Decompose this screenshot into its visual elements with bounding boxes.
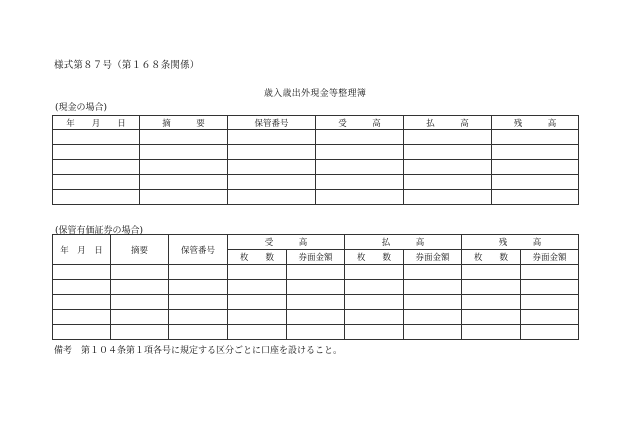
securities-ledger-table xyxy=(52,234,579,340)
table-cell xyxy=(111,325,169,340)
table-cell xyxy=(228,190,316,205)
table-cell xyxy=(521,310,579,325)
table-cell xyxy=(404,130,492,145)
cash-col-summary: 摘 要 xyxy=(140,116,228,130)
sec-col-summary: 摘要 xyxy=(111,235,169,265)
table-cell xyxy=(404,280,462,295)
table-row xyxy=(53,175,579,190)
table-cell xyxy=(53,295,111,310)
table-cell xyxy=(345,310,404,325)
table-cell xyxy=(345,295,404,310)
table-cell xyxy=(462,310,521,325)
table-cell xyxy=(462,295,521,310)
table-cell xyxy=(521,280,579,295)
cash-ledger-table xyxy=(52,115,579,205)
table-cell xyxy=(287,295,345,310)
table-cell xyxy=(404,190,492,205)
cash-col-balance: 残 高 xyxy=(492,116,579,130)
table-cell xyxy=(316,130,404,145)
table-cell xyxy=(140,130,228,145)
table-row xyxy=(53,160,579,175)
cash-col-payments: 払 高 xyxy=(404,116,492,130)
table-cell xyxy=(404,175,492,190)
table-cell xyxy=(111,310,169,325)
table-cell xyxy=(462,325,521,340)
table-cell xyxy=(140,160,228,175)
table-cell xyxy=(53,145,140,160)
sec-subcol-balance-count: 枚 数 xyxy=(462,250,521,265)
table-cell xyxy=(169,310,228,325)
table-cell xyxy=(492,190,579,205)
table-cell xyxy=(316,160,404,175)
table-cell xyxy=(404,160,492,175)
table-cell xyxy=(404,295,462,310)
table-cell xyxy=(169,265,228,280)
table-cell xyxy=(404,265,462,280)
sec-subcol-receipts-count: 枚 数 xyxy=(228,250,287,265)
cash-col-storage-no: 保管番号 xyxy=(228,116,316,130)
document-title: 歳入歳出外現金等整理簿 xyxy=(263,89,367,99)
sec-subcol-receipts-face-value: 券面金額 xyxy=(287,250,345,265)
securities-section-label: (保管有価証券の場合) xyxy=(55,226,144,236)
table-cell xyxy=(521,295,579,310)
table-cell xyxy=(287,325,345,340)
table-cell xyxy=(404,310,462,325)
table-cell xyxy=(111,280,169,295)
table-cell xyxy=(345,325,404,340)
table-cell xyxy=(492,160,579,175)
table-cell xyxy=(404,325,462,340)
table-cell xyxy=(228,265,287,280)
sec-subcol-payments-count: 枚 数 xyxy=(345,250,404,265)
cash-col-receipts: 受 高 xyxy=(316,116,404,130)
table-cell xyxy=(140,190,228,205)
table-cell xyxy=(228,310,287,325)
table-row xyxy=(53,130,579,145)
table-row xyxy=(53,190,579,205)
sec-subcol-balance-face-value: 券面金額 xyxy=(521,250,579,265)
table-cell xyxy=(345,280,404,295)
table-row xyxy=(53,310,579,325)
table-cell xyxy=(316,175,404,190)
table-cell xyxy=(492,130,579,145)
table-cell xyxy=(228,145,316,160)
table-cell xyxy=(404,145,492,160)
form-number: 様式第８７号（第１６８条関係） xyxy=(54,60,200,71)
table-cell xyxy=(140,175,228,190)
table-cell xyxy=(228,130,316,145)
table-row xyxy=(53,265,579,280)
table-cell xyxy=(228,325,287,340)
cash-section-label: (現金の場合) xyxy=(55,103,108,113)
table-row xyxy=(53,325,579,340)
table-cell xyxy=(492,175,579,190)
table-cell xyxy=(316,190,404,205)
table-cell xyxy=(169,295,228,310)
sec-col-receipts: 受 高 xyxy=(228,235,345,250)
table-cell xyxy=(316,145,404,160)
table-row xyxy=(53,145,579,160)
table-cell xyxy=(53,280,111,295)
table-row xyxy=(53,280,579,295)
sec-col-balance: 残 高 xyxy=(462,235,579,250)
remarks-note: 備考 第１０４条第１項各号に規定する区分ごとに口座を設けること。 xyxy=(54,346,343,356)
table-cell xyxy=(228,175,316,190)
table-cell xyxy=(53,175,140,190)
table-cell xyxy=(492,145,579,160)
table-cell xyxy=(111,265,169,280)
table-cell xyxy=(345,265,404,280)
table-cell xyxy=(228,295,287,310)
table-cell xyxy=(53,190,140,205)
sec-subcol-payments-face-value: 券面金額 xyxy=(404,250,462,265)
sec-col-payments: 払 高 xyxy=(345,235,462,250)
sec-col-date: 年 月 日 xyxy=(53,235,111,265)
table-cell xyxy=(140,145,228,160)
cash-header-row xyxy=(53,116,579,130)
table-cell xyxy=(228,280,287,295)
sec-col-storage-no: 保管番号 xyxy=(169,235,228,265)
cash-col-date: 年 月 日 xyxy=(53,116,140,130)
table-cell xyxy=(462,265,521,280)
table-cell xyxy=(169,325,228,340)
table-cell xyxy=(462,280,521,295)
table-cell xyxy=(287,280,345,295)
table-cell xyxy=(53,265,111,280)
table-cell xyxy=(521,325,579,340)
table-row xyxy=(53,295,579,310)
securities-header-row xyxy=(53,235,579,250)
table-cell xyxy=(287,310,345,325)
table-cell xyxy=(53,130,140,145)
table-cell xyxy=(521,265,579,280)
table-cell xyxy=(169,280,228,295)
table-cell xyxy=(53,160,140,175)
table-cell xyxy=(287,265,345,280)
table-cell xyxy=(53,310,111,325)
table-cell xyxy=(53,325,111,340)
table-cell xyxy=(228,160,316,175)
table-cell xyxy=(111,295,169,310)
